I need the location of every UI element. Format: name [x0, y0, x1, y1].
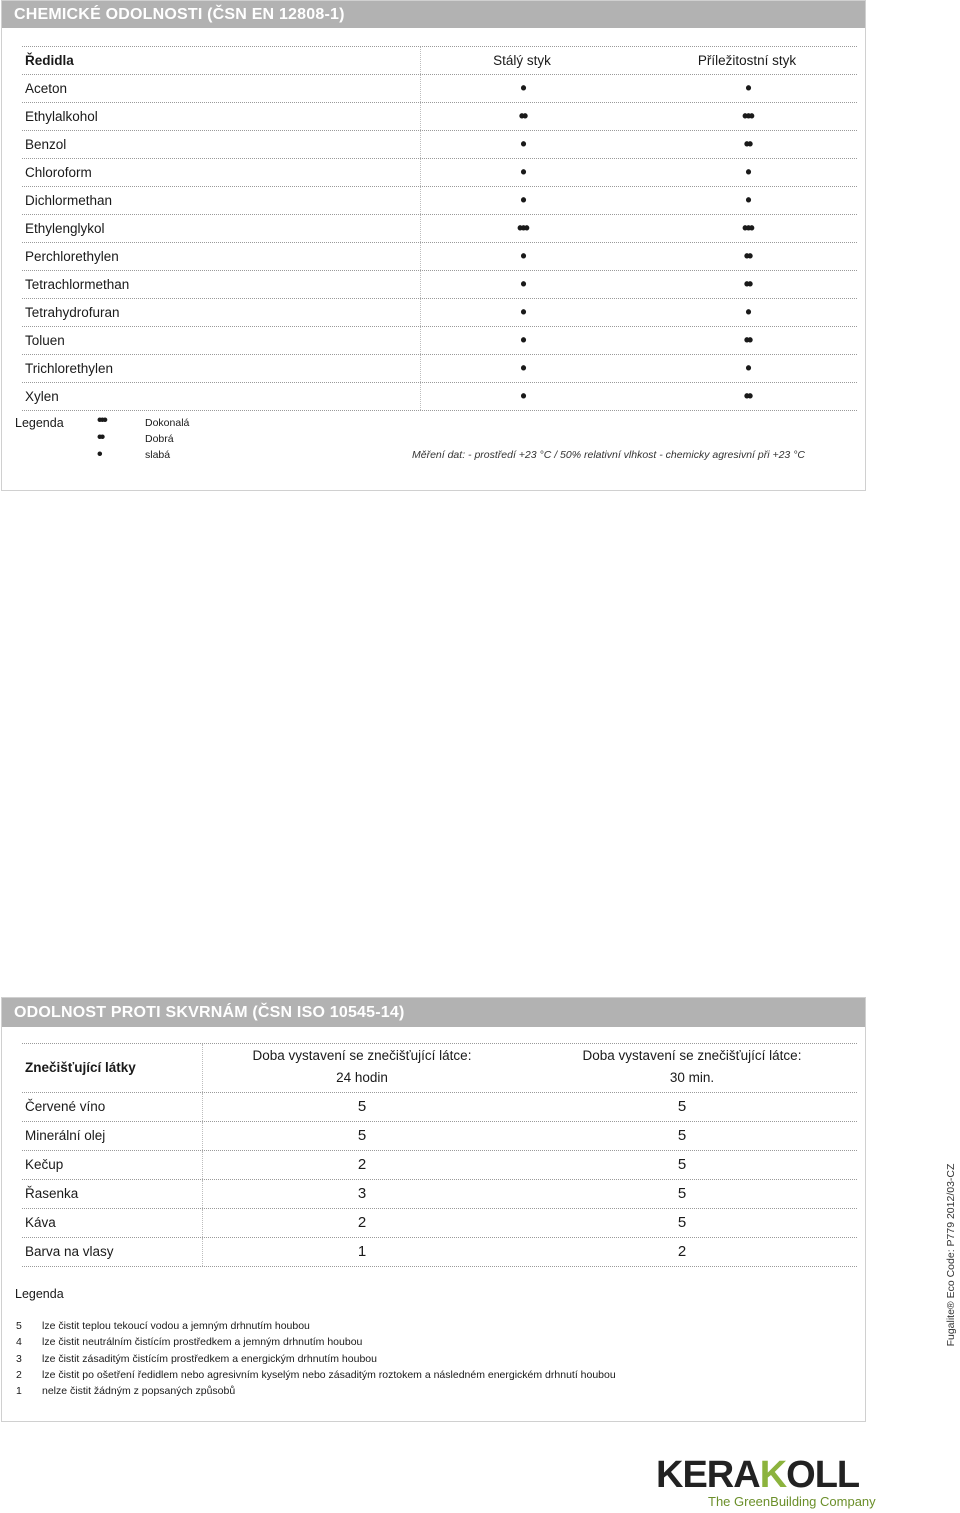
exposure-30min-header-line1: Doba vystavení se znečišťující látce: [582, 1048, 802, 1063]
solvent-name: Ethylenglykol [25, 221, 105, 236]
permanent-contact-rating: • [520, 274, 524, 294]
permanent-contact-rating: • [520, 162, 524, 182]
occasional-contact-header: Příležitostní styk [697, 53, 797, 68]
solvent-name: Aceton [25, 81, 68, 96]
chemical-row [22, 243, 857, 271]
contaminant-name: Minerální olej [25, 1128, 106, 1143]
permanent-contact-header: Stálý styk [493, 53, 551, 68]
rating-24h: 2 [357, 1214, 367, 1231]
occasional-contact-rating: •• [743, 246, 751, 266]
legend-dots-weak: • [97, 446, 100, 463]
occasional-contact-rating: ••• [742, 106, 752, 126]
chemical-table-header [22, 47, 857, 75]
logo-word-kera: KERA [656, 1454, 760, 1496]
legend-description: lze čistit zásaditým čistícím prostředkem a energickým drhnutím houbou [42, 1352, 377, 1365]
solvents-header: Ředidla [25, 53, 74, 68]
logo-word-k: K [759, 1454, 787, 1496]
solvent-name: Benzol [25, 137, 67, 152]
legend-dots-good: •• [97, 429, 103, 446]
measurement-note: Měření dat: - prostředí +23 °C / 50% relativní vlhkost - chemicky agresivní při +23 °C [412, 449, 805, 461]
legend-description: lze čistit teplou tekoucí vodou a jemným drhnutím houbou [42, 1320, 310, 1332]
chemical-resistance-panel [1, 0, 866, 491]
stain-legend-item [16, 1369, 616, 1381]
contaminants-header: Znečišťující látky [25, 1060, 136, 1075]
stain-legend-label: Legenda [15, 1287, 64, 1301]
chemical-row [22, 355, 857, 383]
rating-24h: 3 [357, 1185, 367, 1202]
kerakoll-logo [656, 1455, 896, 1513]
occasional-contact-rating: • [745, 78, 749, 98]
legend-text-weak: slabá [145, 449, 171, 461]
contaminant-name: Káva [25, 1215, 56, 1230]
solvent-name: Tetrachlormethan [25, 277, 130, 292]
solvent-name: Ethylalkohol [25, 109, 98, 124]
chemical-table [22, 46, 857, 411]
rating-30min: 2 [677, 1243, 687, 1260]
solvent-name: Toluen [25, 333, 65, 348]
stain-resistance-panel [1, 997, 866, 1422]
legend-description: lze čistit neutrálním čistícím prostředkem a jemným drhnutím houbou [42, 1336, 363, 1349]
chemical-row [22, 75, 857, 103]
permanent-contact-rating: • [520, 190, 524, 210]
contaminant-name: Barva na vlasy [25, 1244, 114, 1259]
occasional-contact-rating: •• [743, 386, 751, 406]
chemical-row [22, 327, 857, 355]
legend-grade: 2 [16, 1368, 22, 1381]
legend-dots-excellent: ••• [97, 412, 105, 429]
eco-code: Fugalite® Eco Code: P779 2012/03-CZ [945, 1163, 957, 1347]
stain-row [22, 1238, 857, 1267]
permanent-contact-rating: • [520, 330, 524, 350]
chemical-row [22, 103, 857, 131]
stain-legend-item [16, 1353, 377, 1365]
stain-row [22, 1122, 857, 1151]
occasional-contact-rating: ••• [742, 218, 752, 238]
occasional-contact-rating: •• [743, 134, 751, 154]
occasional-contact-rating: • [745, 358, 749, 378]
stain-legend-item [16, 1320, 310, 1332]
legend-grade: 5 [16, 1320, 22, 1332]
chemical-legend-label: Legenda [15, 416, 64, 430]
stain-resistance-title: ODOLNOST PROTI SKVRNÁM (ČSN ISO 10545-14) [2, 998, 865, 1027]
solvent-name: Perchlorethylen [25, 249, 119, 264]
solvent-name: Xylen [25, 389, 59, 404]
stain-row [22, 1093, 857, 1122]
solvent-name: Chloroform [25, 165, 92, 180]
exposure-30min-header-line2: 30 min. [669, 1070, 715, 1085]
rating-24h: 1 [357, 1243, 367, 1260]
permanent-contact-rating: • [520, 246, 524, 266]
stain-row [22, 1209, 857, 1238]
contaminant-name: Červené víno [25, 1099, 106, 1114]
rating-30min: 5 [677, 1214, 687, 1231]
permanent-contact-rating: • [520, 78, 524, 98]
rating-24h: 2 [357, 1156, 367, 1173]
stain-row [22, 1180, 857, 1209]
legend-description: nelze čistit žádným z popsaných způsobů [42, 1385, 236, 1398]
legend-text-good: Dobrá [145, 433, 174, 445]
stain-legend-item [16, 1336, 362, 1348]
rating-30min: 5 [677, 1098, 687, 1115]
permanent-contact-rating: • [520, 134, 524, 154]
exposure-24h-header-line2: 24 hodin [336, 1070, 388, 1085]
permanent-contact-rating: •• [518, 106, 526, 126]
contaminant-name: Kečup [25, 1157, 64, 1172]
chemical-row [22, 299, 857, 327]
logo-tagline: The GreenBuilding Company [708, 1494, 876, 1509]
stain-table-header [22, 1044, 857, 1093]
occasional-contact-rating: •• [743, 330, 751, 350]
chemical-row [22, 131, 857, 159]
logo-word-oll: OLL [786, 1454, 860, 1496]
solvent-name: Tetrahydrofuran [25, 305, 120, 320]
permanent-contact-rating: • [520, 386, 524, 406]
rating-30min: 5 [677, 1156, 687, 1173]
chemical-row [22, 159, 857, 187]
stain-legend-item [16, 1385, 235, 1397]
legend-grade: 3 [16, 1352, 22, 1365]
stain-table [22, 1043, 857, 1267]
permanent-contact-rating: • [520, 358, 524, 378]
rating-30min: 5 [677, 1127, 687, 1144]
chemical-row [22, 271, 857, 299]
chemical-resistance-title: CHEMICKÉ ODOLNOSTI (ČSN EN 12808-1) [2, 1, 865, 28]
stain-row [22, 1151, 857, 1180]
contaminant-name: Řasenka [25, 1186, 79, 1201]
solvent-name: Trichlorethylen [25, 361, 114, 376]
chemical-row [22, 383, 857, 411]
legend-grade: 1 [16, 1385, 22, 1398]
legend-grade: 4 [16, 1336, 22, 1349]
chemical-row [22, 187, 857, 215]
permanent-contact-rating: • [520, 302, 524, 322]
exposure-24h-header-line1: Doba vystavení se znečišťující látce: [252, 1048, 472, 1063]
rating-24h: 5 [357, 1127, 367, 1144]
occasional-contact-rating: • [745, 162, 749, 182]
occasional-contact-rating: •• [743, 274, 751, 294]
permanent-contact-rating: ••• [517, 218, 527, 238]
legend-text-excellent: Dokonalá [145, 417, 190, 429]
rating-30min: 5 [677, 1185, 687, 1202]
rating-24h: 5 [357, 1098, 367, 1115]
solvent-name: Dichlormethan [25, 193, 113, 208]
chemical-row [22, 215, 857, 243]
legend-description: lze čistit po ošetření ředidlem nebo agresivním kyselým nebo zásaditým roztokem a následném energickém drhnutí houbou [42, 1368, 616, 1381]
occasional-contact-rating: • [745, 302, 749, 322]
occasional-contact-rating: • [745, 190, 749, 210]
